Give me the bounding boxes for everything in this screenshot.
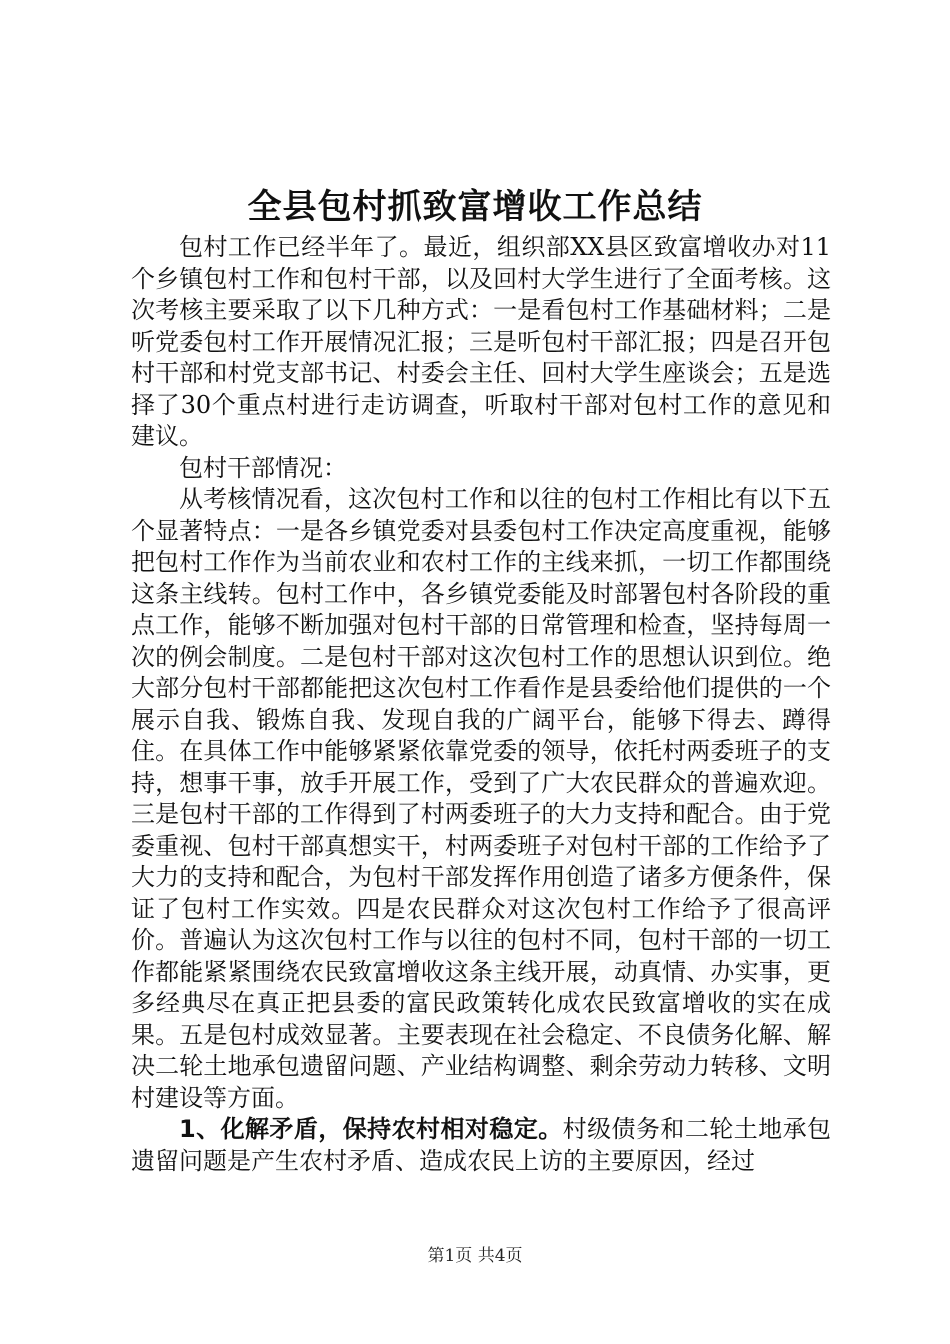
section-heading: 1、化解矛盾，保持农村相对稳定。 [179,1115,563,1143]
paragraph-intro [131,232,831,453]
page-footer: 第1页 共4页 [427,1246,523,1266]
paragraph-assessment [131,484,831,1114]
paragraph-section-1 [131,1114,831,1177]
paragraph-text: 包村干部情况： [179,453,347,482]
paragraph-text: 村级债务和二轮土地承包遗留问题是产生农村矛盾、造成农民上访的主要原因，经过 [131,1115,832,1175]
document-body [131,232,831,1177]
document-title: 全县包村抓致富增收工作总结 [247,187,703,227]
paragraph-text: 包村工作已经半年了。最近，组织部XX县区致富增收办对11个乡镇包村工作和包村干部，以及回村大学生进行了全面考核。这次考核主要采取了以下几种方式：一是看包村工作基础材料；二是听党委包村工作开展情况汇报；三是听包村干部汇报；四是召开包村干部和村党支部书记、村委会主任、回村大学生座谈会；五是选择了30个重点村进行走访调查，听取村干部对包村工作的意见和建议。 [131,233,831,450]
paragraph-heading-cadres [131,453,831,485]
paragraph-text: 从考核情况看，这次包村工作和以往的包村工作相比有以下五个显著特点：一是各乡镇党委对县委包村工作决定高度重视，能够把包村工作作为当前农业和农村工作的主线来抓，一切工作都围绕这条主线转。包村工作中，各乡镇党委能及时部署包村各阶段的重点工作，能够不断加强对包村干部的日常管理和检查，坚持每周一次的例会制度。二是包村干部对这次包村工作的思想认识到位。绝大部分包村干部都能把这次包村工作看作是县委给他们提供的一个展示自我、锻炼自我、发现自我的广阔平台，能够下得去、蹲得住。在具体工作中能够紧紧依靠党委的领导，依托村两委班子的支持，想事干事，放手开展工作，受到了广大农民群众的普遍欢迎。三是包村干部的工作得到了村两委班子的大力支持和配合。由于党委重视、包村干部真想实干，村两委班子对包村干部的工作给予了大力的支持和配合，为包村干部发挥作用创造了诸多方便条件，保证了包村工作实效。四是农民群众对这次包村工作给予了很高评价。普遍认为这次包村工作与以往的包村不同，包村干部的一切工作都能紧紧围绕农民致富增收这条主线开展，动真情、办实事，更多经典尽在真正把县委的富民政策转化成农民致富增收的实在成果。五是包村成效显著。主要表现在社会稳定、不良债务化解、解决二轮土地承包遗留问题、产业结构调整、剩余劳动力转移、文明村建设等方面。 [131,485,831,1112]
